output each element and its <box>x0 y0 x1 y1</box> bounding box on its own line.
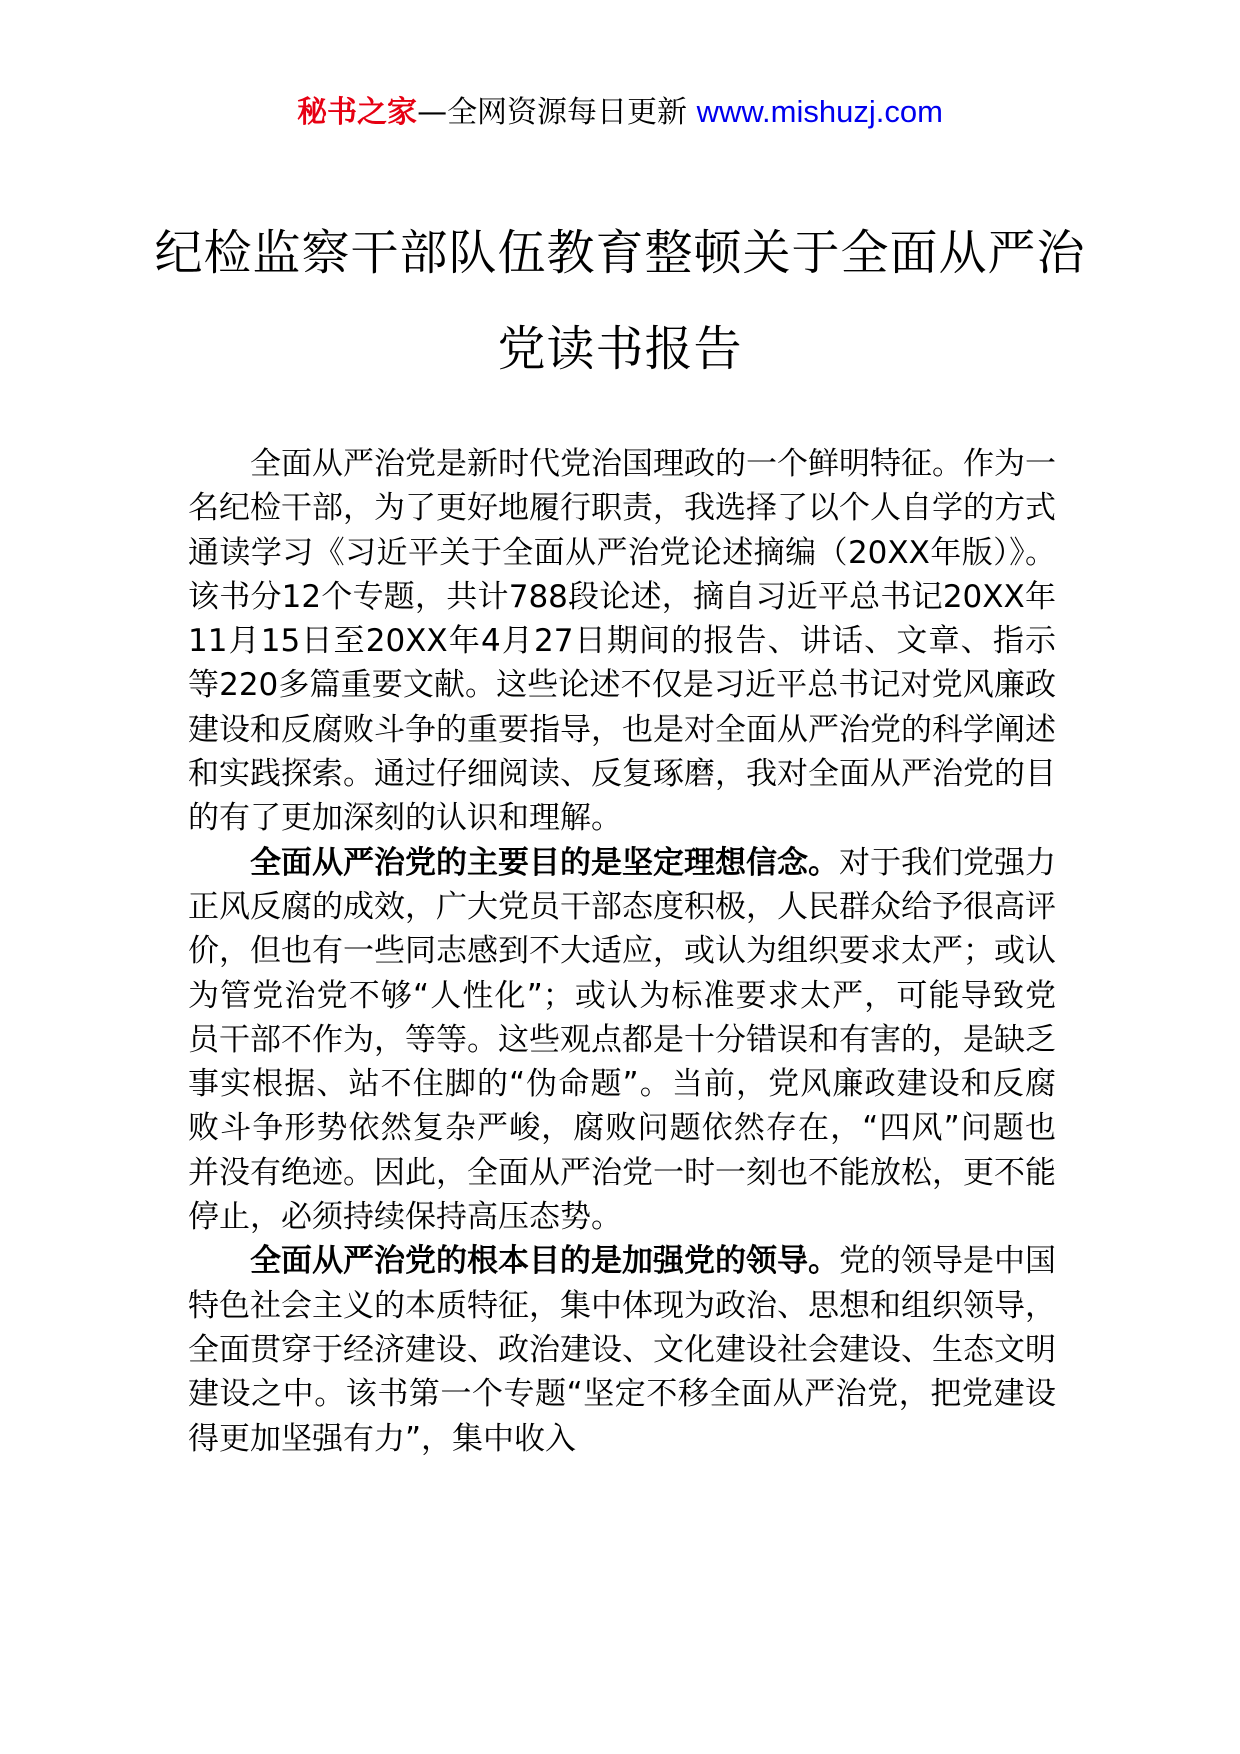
document-body <box>188 442 1056 1461</box>
paragraph-text: 对于我们党强力正风反腐的成效，广大党员干部态度积极，人民群众给予很高评价，但也有一些同志感到不大适应，或认为组织要求太严；或认为管党治党不够“人性化”；或认为标准要求太严，可能导致党员干部不作为，等等。这些观点都是十分错误和有害的，是缺乏事实根据、站不住脚的“伪命题”。当前，党风廉政建设和反腐败斗争形势依然复杂严峻，腐败问题依然存在，“四风”问题也并没有绝迹。因此，全面从严治党一时一刻也不能放松，更不能停止，必须持续保持高压态势。 <box>188 844 1056 1236</box>
paragraph-text: 党的领导是中国特色社会主义的本质特征，集中体现为政治、思想和组织领导，全面贯穿于经济建设、政治建设、文化建设社会建设、生态文明建设之中。该书第一个专题“坚定不移全面从严治党，把党建设得更加坚强有力”，集中收入 <box>188 1243 1056 1457</box>
paragraph-intro <box>188 442 1056 841</box>
paragraph-lead: 全面从严治党的根本目的是加强党的领导。 <box>250 1243 839 1280</box>
document-title: 纪检监察干部队伍教育整顿关于全面从严治党读书报告 <box>154 225 1086 377</box>
site-tagline: —全网资源每日更新 <box>417 95 697 130</box>
site-header <box>0 92 1240 133</box>
paragraph-text: 全面从严治党是新时代党治国理政的一个鲜明特征。作为一名纪检干部，为了更好地履行职责，我选择了以个人自学的方式通读学习《习近平关于全面从严治党论述摘编（20XX年版）》。该书分12个专题，共计788段论述，摘自习近平总书记20XX年11月15日至20XX年4月27日期间的报告、讲话、文章、指示等220多篇重要文献。这些论述不仅是习近平总书记对党风廉政建设和反腐败斗争的重要指导，也是对全面从严治党的科学阐述和实践探索。通过仔细阅读、反复琢磨，我对全面从严治党的目的有了更加深刻的认识和理解。 <box>188 446 1056 837</box>
paragraph-main-purpose <box>188 841 1056 1240</box>
site-brand: 秘书之家 <box>297 95 418 130</box>
site-url-link[interactable]: www.mishuzj.com <box>696 94 943 129</box>
paragraph-fundamental-purpose <box>188 1239 1056 1460</box>
paragraph-lead: 全面从严治党的主要目的是坚定理想信念。 <box>250 844 839 881</box>
